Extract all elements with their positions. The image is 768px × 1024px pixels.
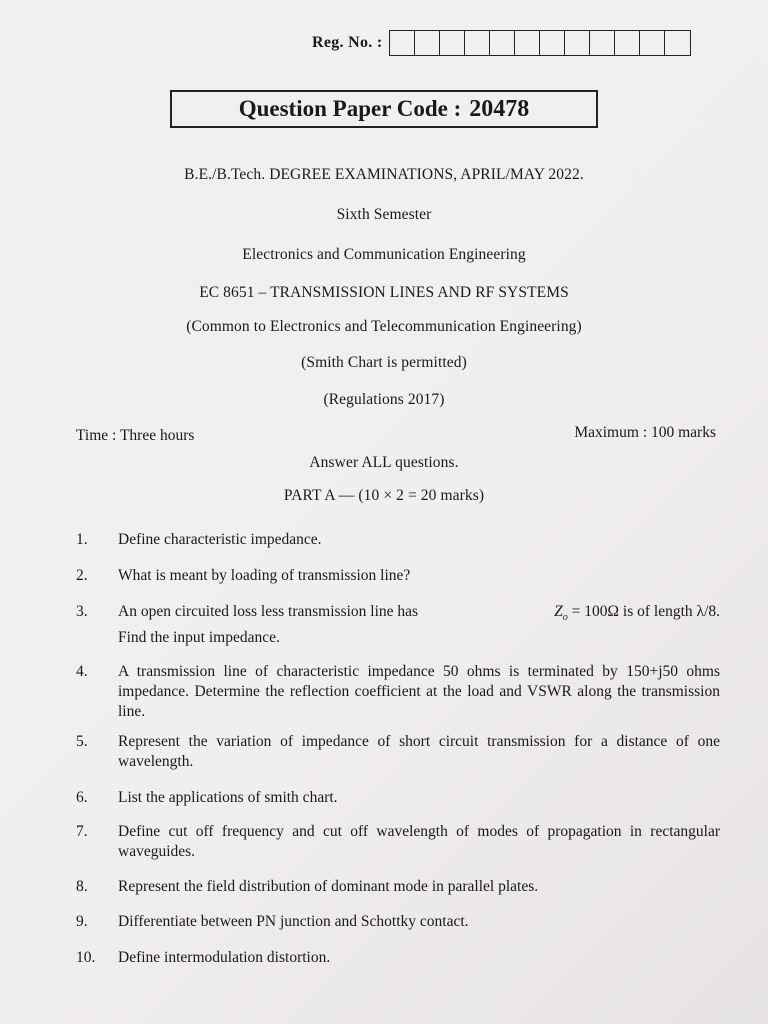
reg-number-box xyxy=(590,31,615,55)
reg-number-boxes xyxy=(389,30,691,56)
question-item xyxy=(76,788,720,808)
question-number: 5. xyxy=(76,733,88,750)
question-item xyxy=(76,912,720,932)
question-item xyxy=(76,530,720,550)
reg-number-box xyxy=(440,31,465,55)
question-text: A transmission line of characteristic impedance 50 ohms is terminated by 150+j50 ohms impedance. Determine the reflection coefficient at the load and VSWR along the transmission line. xyxy=(118,663,720,720)
question-text: List the applications of smith chart. xyxy=(118,789,338,806)
question-text: Define intermodulation distortion. xyxy=(118,949,331,966)
question-text: Represent the variation of impedance of short circuit transmission for a distance of one wavelength. xyxy=(118,733,720,770)
instructions: Answer ALL questions. xyxy=(309,454,459,471)
question-text-part: Find the input impedance. xyxy=(118,629,280,647)
smith-chart-note: (Smith Chart is permitted) xyxy=(301,354,467,371)
question-number: 6. xyxy=(76,789,88,806)
question-item xyxy=(76,822,720,862)
time-marks-row xyxy=(76,424,716,445)
question-number: 7. xyxy=(76,823,88,840)
reg-number-box xyxy=(390,31,415,55)
course-title: EC 8651 – TRANSMISSION LINES AND RF SYSTEMS xyxy=(199,284,569,301)
question-text xyxy=(118,602,720,648)
reg-number-box xyxy=(490,31,515,55)
question-text: What is meant by loading of transmission line? xyxy=(118,567,411,584)
question-number: 1. xyxy=(76,531,88,548)
impedance-symbol: Z xyxy=(554,603,563,620)
regulations: (Regulations 2017) xyxy=(323,391,445,408)
question-text: Represent the field distribution of dominant mode in parallel plates. xyxy=(118,878,539,895)
reg-number-field xyxy=(312,30,691,56)
time-duration: Time : Three hours xyxy=(76,427,195,444)
question-item xyxy=(76,602,720,648)
question-equation: = 100Ω is of length λ/8. xyxy=(567,603,720,620)
reg-number-box xyxy=(665,31,690,55)
question-text: Define characteristic impedance. xyxy=(118,531,322,548)
question-item xyxy=(76,566,720,586)
question-item xyxy=(76,877,720,897)
department: Electronics and Communication Engineering xyxy=(242,246,526,263)
question-text-part: An open circuited loss less transmission line has xyxy=(118,603,419,620)
reg-number-label: Reg. No. : xyxy=(312,34,383,51)
question-item xyxy=(76,662,720,722)
question-number: 2. xyxy=(76,567,88,584)
reg-number-box xyxy=(465,31,490,55)
reg-number-box xyxy=(615,31,640,55)
reg-number-box xyxy=(640,31,665,55)
question-number: 3. xyxy=(76,603,88,620)
question-number: 8. xyxy=(76,878,88,895)
question-item xyxy=(76,732,720,772)
impedance-subscript: o xyxy=(562,612,568,624)
question-formula xyxy=(554,602,720,628)
question-paper-code-number: 20478 xyxy=(469,95,530,122)
question-paper-code-label: Question Paper Code : xyxy=(238,96,462,121)
question-text: Differentiate between PN junction and Schottky contact. xyxy=(118,913,469,930)
reg-number-box xyxy=(415,31,440,55)
max-marks: Maximum : 100 marks xyxy=(574,424,716,441)
reg-number-box xyxy=(540,31,565,55)
question-paper-code-box xyxy=(170,90,598,128)
question-text: Define cut off frequency and cut off wavelength of modes of propagation in rectangular waveguides. xyxy=(118,823,720,860)
part-a-heading: PART A — (10 × 2 = 20 marks) xyxy=(283,487,485,504)
question-number: 4. xyxy=(76,663,88,680)
common-note: (Common to Electronics and Telecommunication Engineering) xyxy=(186,318,582,335)
reg-number-box xyxy=(515,31,540,55)
exam-title: B.E./B.Tech. DEGREE EXAMINATIONS, APRIL/MAY 2022. xyxy=(184,166,584,183)
question-item xyxy=(76,948,720,968)
reg-number-box xyxy=(565,31,590,55)
question-number: 10. xyxy=(76,949,96,966)
semester: Sixth Semester xyxy=(336,206,432,223)
question-number: 9. xyxy=(76,913,88,930)
